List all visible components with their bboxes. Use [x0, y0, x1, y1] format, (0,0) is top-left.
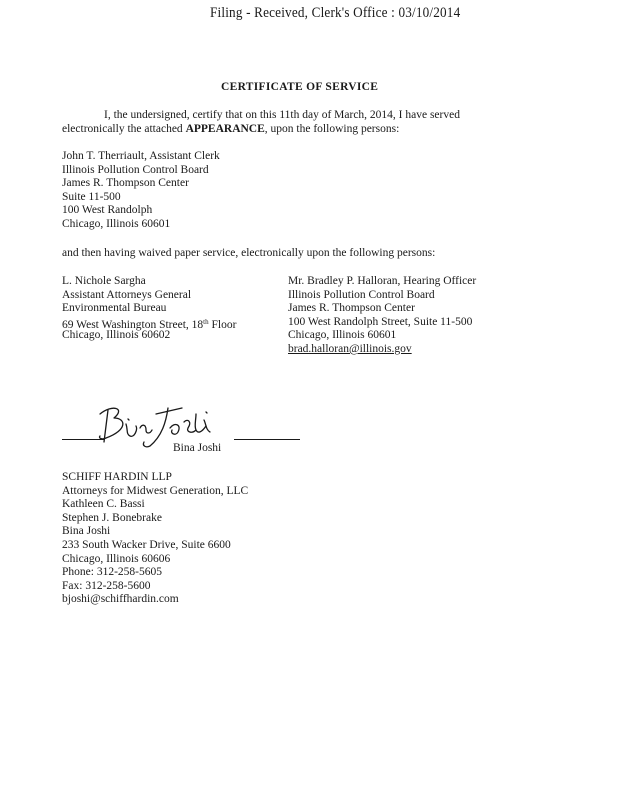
recipient-line: Illinois Pollution Control Board [62, 163, 209, 176]
right-party-line: Mr. Bradley P. Halloran, Hearing Officer [288, 275, 477, 287]
intro-text: electronically the attached [62, 123, 186, 135]
firm-line: Stephen J. Bonebrake [62, 511, 162, 524]
firm-email-link[interactable]: bjoshi@schiffhardin.com [62, 593, 179, 606]
left-party-line: Chicago, Illinois 60602 [62, 329, 171, 342]
left-party-line: L. Nichole Sargha [62, 275, 146, 287]
left-party-block [62, 275, 236, 343]
right-party-line: James R. Thompson Center [288, 302, 415, 315]
recipient-line: John T. Therriault, Assistant Clerk [62, 150, 220, 162]
right-party-email-link[interactable]: brad.halloran@illinois.gov [288, 342, 412, 355]
firm-line: Chicago, Illinois 60606 [62, 552, 171, 565]
firm-line: Bina Joshi [62, 525, 111, 538]
firm-block [62, 471, 248, 607]
recipient-line: Chicago, Illinois 60601 [62, 217, 171, 230]
left-party-address: 69 West Washington Street, 18th Floor [62, 317, 237, 331]
signature-line-right [234, 439, 300, 440]
firm-line: Attorneys for Midwest Generation, LLC [62, 484, 249, 497]
firm-fax: Fax: 312-258-5600 [62, 579, 151, 592]
filing-stamp: Filing - Received, Clerk's Office : 03/10/2014 [210, 5, 461, 21]
waived-service-line: and then having waived paper service, electronically upon the following persons: [62, 247, 436, 259]
right-party-line: Illinois Pollution Control Board [288, 288, 435, 301]
right-party-block [288, 275, 476, 357]
firm-line: 233 South Wacker Drive, Suite 6600 [62, 538, 231, 551]
document-title: CERTIFICATE OF SERVICE [221, 81, 379, 93]
signer-name: Bina Joshi [173, 442, 222, 454]
firm-phone: Phone: 312-258-5605 [62, 566, 162, 579]
recipient-line: James R. Thompson Center [62, 177, 189, 190]
document-name: APPEARANCE [185, 123, 265, 135]
right-party-line: 100 West Randolph Street, Suite 11-500 [288, 315, 473, 328]
recipient-line: Suite 11-500 [62, 190, 121, 203]
left-party-line: Assistant Attorneys General [62, 288, 192, 301]
intro-text-end: , upon the following persons: [264, 123, 400, 135]
firm-line: Kathleen C. Bassi [62, 498, 145, 511]
intro-line-2 [62, 123, 399, 137]
right-party-line: Chicago, Illinois 60601 [288, 329, 397, 342]
recipient-line: 100 West Randolph [62, 204, 153, 217]
left-party-line: Environmental Bureau [62, 302, 167, 315]
recipient-block [62, 150, 220, 232]
firm-name: SCHIFF HARDIN LLP [62, 471, 172, 483]
intro-line-1: I, the undersigned, certify that on this 11th day of March, 2014, I have served [104, 109, 460, 121]
